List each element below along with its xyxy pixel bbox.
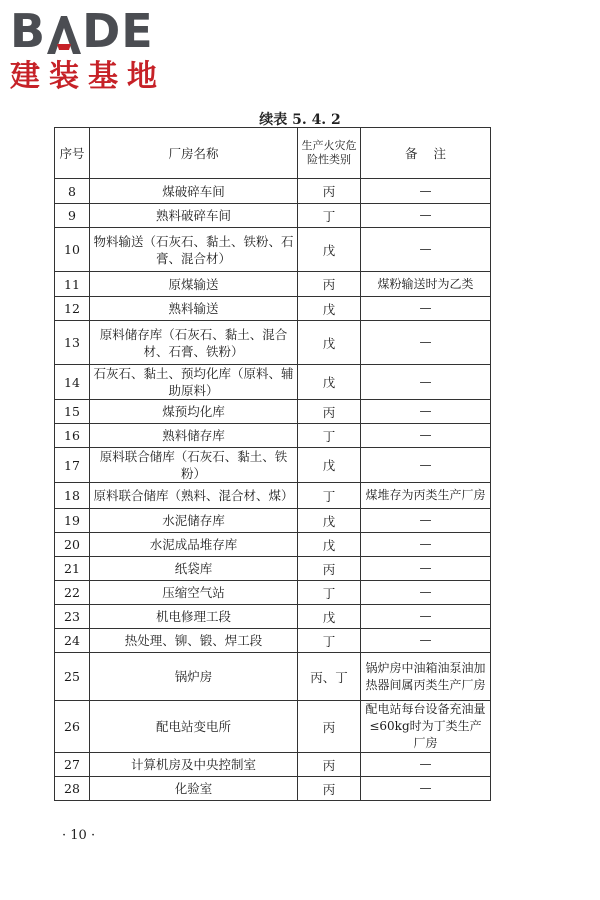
- table-row: [55, 424, 491, 448]
- cell-name: 计算机房及中央控制室: [90, 753, 298, 777]
- cell-name: 机电修理工段: [90, 605, 298, 629]
- fire-risk-table: [54, 127, 491, 801]
- cell-no: 19: [55, 509, 90, 533]
- cell-risk: 丙: [298, 753, 361, 777]
- cell-risk: 丁: [298, 483, 361, 509]
- table-row: [55, 483, 491, 509]
- cell-no: 23: [55, 605, 90, 629]
- cell-no: 27: [55, 753, 90, 777]
- cell-risk: 丙: [298, 557, 361, 581]
- header-note: 备 注: [361, 128, 491, 179]
- cell-no: 13: [55, 321, 90, 365]
- header-risk: 生产火灾危险性类别: [298, 128, 361, 179]
- cell-no: 16: [55, 424, 90, 448]
- table-row: [55, 533, 491, 557]
- cell-no: 24: [55, 629, 90, 653]
- table-row: [55, 777, 491, 801]
- cell-no: 21: [55, 557, 90, 581]
- table-row: [55, 365, 491, 400]
- table-header-row: [55, 128, 491, 179]
- cell-note: —: [361, 753, 491, 777]
- cell-no: 8: [55, 179, 90, 204]
- cell-name: 石灰石、黏土、预均化库（原料、辅助原料）: [90, 365, 298, 400]
- cell-name: 配电站变电所: [90, 701, 298, 753]
- header-name: 厂房名称: [90, 128, 298, 179]
- cell-no: 26: [55, 701, 90, 753]
- cell-risk: 戊: [298, 605, 361, 629]
- cell-name: 化验室: [90, 777, 298, 801]
- logo-wordmark: [10, 4, 180, 58]
- cell-no: 22: [55, 581, 90, 605]
- cell-risk: 丙、丁: [298, 653, 361, 701]
- cell-name: 煤破碎车间: [90, 179, 298, 204]
- cell-risk: 戊: [298, 533, 361, 557]
- cell-note: —: [361, 448, 491, 483]
- table-row: [55, 400, 491, 424]
- table-row: [55, 321, 491, 365]
- cell-name: 原料储存库（石灰石、黏土、混合材、石膏、铁粉）: [90, 321, 298, 365]
- logo-subtitle: 建装基地: [10, 59, 166, 94]
- cell-name: 熟料输送: [90, 297, 298, 321]
- cell-no: 11: [55, 272, 90, 297]
- cell-risk: 丙: [298, 701, 361, 753]
- table-row: [55, 753, 491, 777]
- cell-name: 煤预均化库: [90, 400, 298, 424]
- cell-note: —: [361, 365, 491, 400]
- table-row: [55, 297, 491, 321]
- table-row: [55, 204, 491, 228]
- cell-risk: 戊: [298, 297, 361, 321]
- cell-note: —: [361, 400, 491, 424]
- cell-note: 煤堆存为丙类生产厂房: [361, 483, 491, 509]
- cell-name: 原煤输送: [90, 272, 298, 297]
- table-row: [55, 509, 491, 533]
- cell-risk: 丙: [298, 400, 361, 424]
- cell-name: 熟料破碎车间: [90, 204, 298, 228]
- cell-no: 17: [55, 448, 90, 483]
- cell-risk: 戊: [298, 509, 361, 533]
- brand-logo: [10, 6, 180, 94]
- cell-no: 15: [55, 400, 90, 424]
- cell-no: 28: [55, 777, 90, 801]
- cell-name: 热处理、铆、锻、焊工段: [90, 629, 298, 653]
- table-row: [55, 272, 491, 297]
- cell-note: —: [361, 605, 491, 629]
- cell-note: —: [361, 204, 491, 228]
- table-row: [55, 228, 491, 272]
- table-row: [55, 605, 491, 629]
- table-row: [55, 653, 491, 701]
- table-caption: 续表 5. 4. 2: [259, 112, 341, 128]
- logo-wordmark-prefix: B: [10, 4, 47, 58]
- cell-risk: 丁: [298, 629, 361, 653]
- cell-risk: 戊: [298, 321, 361, 365]
- table-row: [55, 581, 491, 605]
- cell-risk: 丁: [298, 581, 361, 605]
- logo-a-mark-icon: [47, 14, 81, 54]
- cell-name: 锅炉房: [90, 653, 298, 701]
- cell-risk: 戊: [298, 228, 361, 272]
- cell-name: 水泥储存库: [90, 509, 298, 533]
- page-number: · 10 ·: [62, 828, 96, 843]
- cell-no: 9: [55, 204, 90, 228]
- cell-note: 锅炉房中油箱油泵油加热器间属丙类生产厂房: [361, 653, 491, 701]
- cell-name: 熟料储存库: [90, 424, 298, 448]
- cell-note: —: [361, 424, 491, 448]
- table-row: [55, 448, 491, 483]
- table-row: [55, 557, 491, 581]
- cell-risk: 戊: [298, 365, 361, 400]
- table-row: [55, 629, 491, 653]
- cell-no: 18: [55, 483, 90, 509]
- cell-no: 14: [55, 365, 90, 400]
- cell-note: 配电站每台设备充油量≤60kg时为丁类生产厂房: [361, 701, 491, 753]
- cell-risk: 丙: [298, 179, 361, 204]
- cell-note: —: [361, 228, 491, 272]
- table-row: [55, 179, 491, 204]
- cell-risk: 丙: [298, 272, 361, 297]
- cell-no: 20: [55, 533, 90, 557]
- logo-wordmark-suffix: DE: [82, 4, 154, 58]
- cell-no: 25: [55, 653, 90, 701]
- cell-note: —: [361, 297, 491, 321]
- cell-risk: 丙: [298, 777, 361, 801]
- cell-note: 煤粉输送时为乙类: [361, 272, 491, 297]
- cell-name: 原料联合储库（熟料、混合材、煤）: [90, 483, 298, 509]
- cell-name: 原料联合储库（石灰石、黏土、铁粉）: [90, 448, 298, 483]
- cell-risk: 戊: [298, 448, 361, 483]
- cell-note: —: [361, 321, 491, 365]
- table-row: [55, 701, 491, 753]
- cell-name: 纸袋库: [90, 557, 298, 581]
- cell-note: —: [361, 509, 491, 533]
- cell-name: 水泥成品堆存库: [90, 533, 298, 557]
- cell-note: —: [361, 179, 491, 204]
- cell-note: —: [361, 533, 491, 557]
- cell-note: —: [361, 777, 491, 801]
- cell-no: 10: [55, 228, 90, 272]
- cell-name: 压缩空气站: [90, 581, 298, 605]
- cell-note: —: [361, 629, 491, 653]
- cell-note: —: [361, 557, 491, 581]
- header-no: 序号: [55, 128, 90, 179]
- cell-risk: 丁: [298, 424, 361, 448]
- cell-note: —: [361, 581, 491, 605]
- cell-name: 物料输送（石灰石、黏土、铁粉、石膏、混合材）: [90, 228, 298, 272]
- cell-no: 12: [55, 297, 90, 321]
- cell-risk: 丁: [298, 204, 361, 228]
